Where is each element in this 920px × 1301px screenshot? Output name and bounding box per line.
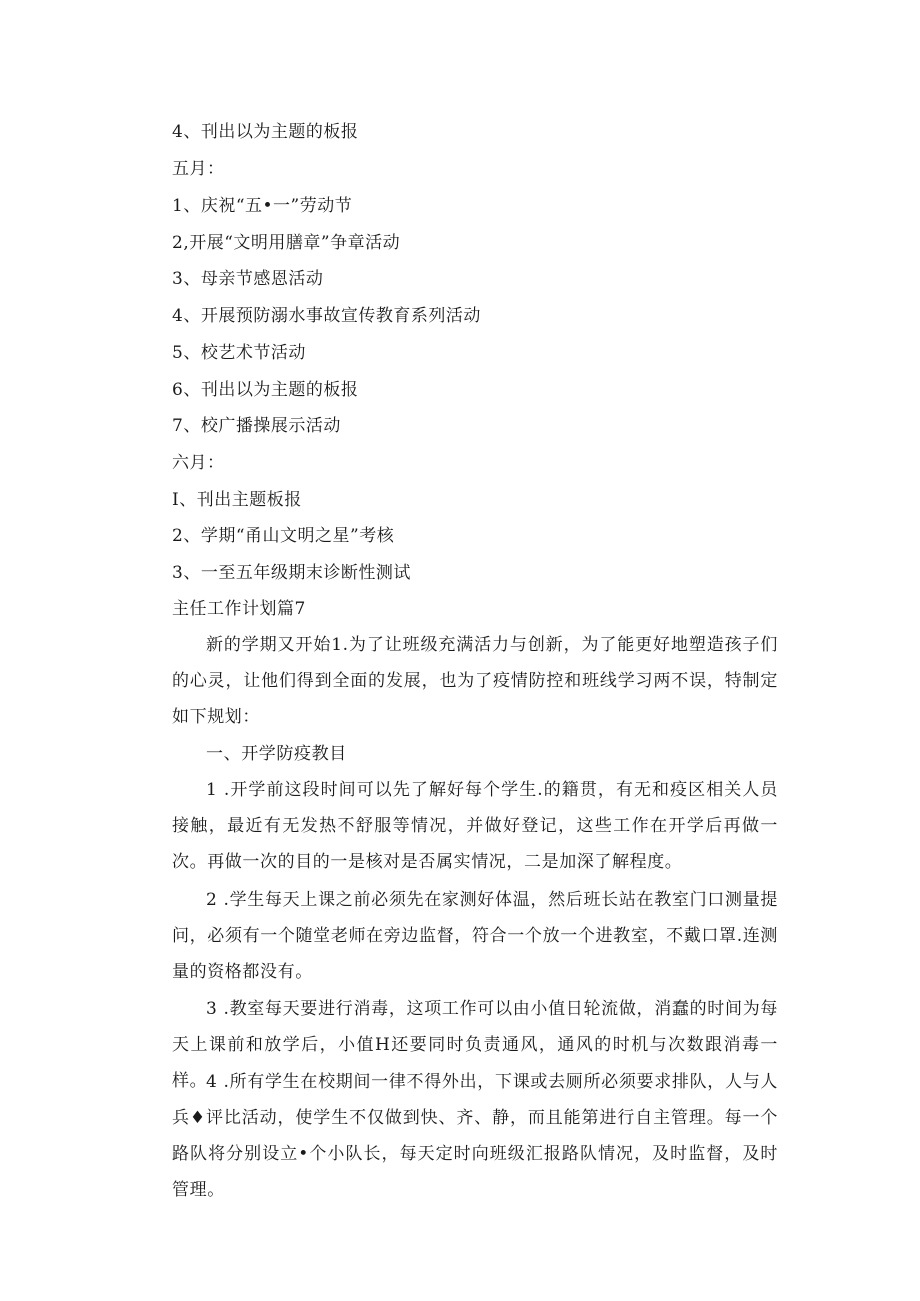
list-item: 2、学期“甬山文明之星”考核 xyxy=(172,526,395,546)
month-heading: 五月： xyxy=(172,159,225,179)
list-item: 7、校广播操展示活动 xyxy=(172,416,341,436)
body-paragraph: 1 .开学前这段时间可以先了解好每个学生.的籍贯，有无和疫区相关人员接触，最近有无发热不舒服等情况，并做好登记，这些工作在开学后再做一次。再做一次的目的一是核对是否属实情况，二是加深了解程度。 xyxy=(172,780,778,872)
body-paragraph: 4 .所有学生在校期间一律不得外出，下课或去厕所必须要求排队，人与人兵♦评比活动，使学生不仅做到快、齐、静，而且能第进行自主管理。每一个路队将分别设立•个小队长，每天定时向班级汇报路队情况，及时监督，及时管理。 xyxy=(172,1072,778,1200)
list-item: 1、庆祝“五•一”劳动节 xyxy=(172,196,353,216)
list-item: 4、开展预防溺水事故宣传教育系列活动 xyxy=(172,306,481,326)
body-paragraph: 2 .学生每天上课之前必须先在家测好体温，然后班长站在教室门口测量提问，必须有一个随堂老师在旁边监督，符合一个放一个进教室，不戴口罩.连测量的资格都没有。 xyxy=(172,890,778,982)
section-title: 主任工作计划篇7 xyxy=(172,599,306,619)
list-item: 2,开展“文明用膳章”争章活动 xyxy=(172,233,401,253)
intro-paragraph: 新的学期又开始1.为了让班级充满活力与创新，为了能更好地塑造孩子们的心灵，让他们得到全面的发展，也为了疫情防控和班线学习两不误，特制定如下规划： xyxy=(172,635,778,727)
section-heading: 一、开学防疫教目 xyxy=(206,744,347,764)
list-item: 4、刊出以为主题的板报 xyxy=(172,122,359,142)
body-paragraph: 3 .教室每天要进行消毒，这项工作可以由小值日轮流做，消蠢的时间为每天上课前和放学后，小值H还要同时负责通风，通风的时机与次数跟消毒一样。 xyxy=(172,999,778,1091)
month-heading: 六月： xyxy=(172,453,225,473)
list-item: 6、刊出以为主题的板报 xyxy=(172,380,359,400)
list-item: I、刊出主题板报 xyxy=(172,490,302,510)
list-item: 3、一至五年级期末诊断性测试 xyxy=(172,563,411,583)
list-item: 3、母亲节感恩活动 xyxy=(172,269,324,289)
list-item: 5、校艺术节活动 xyxy=(172,343,306,363)
